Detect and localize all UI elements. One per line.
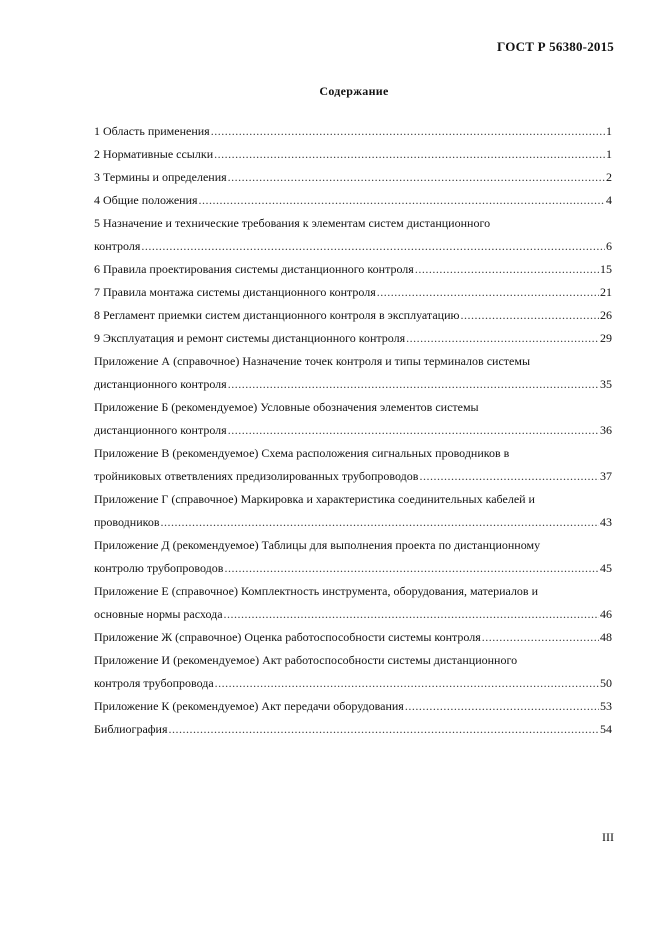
toc-entry-page: 54: [600, 722, 612, 736]
toc-entry-page: 1: [606, 147, 612, 161]
toc-entry[interactable]: [94, 534, 612, 557]
toc-entry-page: 4: [606, 193, 612, 207]
toc-entry-page: 36: [600, 423, 612, 437]
toc-entry-text: Приложение В (рекомендуемое) Схема расположения сигнальных проводников в: [94, 446, 510, 460]
toc-entry[interactable]: [94, 166, 612, 189]
toc-entry[interactable]: [94, 488, 612, 511]
toc-entry-page: 46: [600, 607, 612, 621]
toc-entry-text: контролю трубопроводов: [94, 561, 224, 575]
toc-entry-page: 29: [600, 331, 612, 345]
toc-entry[interactable]: [94, 557, 612, 580]
toc-entry[interactable]: [94, 649, 612, 672]
toc-entry[interactable]: [94, 511, 612, 534]
toc-leader-dots: [228, 373, 599, 396]
toc-entry[interactable]: [94, 304, 612, 327]
toc-entry-text: 8 Регламент приемки систем дистанционного контроля в эксплуатацию: [94, 308, 460, 322]
toc-entry[interactable]: [94, 419, 612, 442]
toc-leader-dots: [214, 143, 605, 166]
toc-leader-dots: [161, 511, 600, 534]
toc-entry-text: контроля трубопровода: [94, 676, 214, 690]
toc-entry-text: Приложение Ж (справочное) Оценка работоспособности системы контроля: [94, 630, 481, 644]
toc-entry-page: 53: [600, 699, 612, 713]
toc-entry-page: 37: [600, 469, 612, 483]
toc-entry-text: контроля: [94, 239, 141, 253]
toc-leader-dots: [377, 281, 599, 304]
toc-leader-dots: [199, 189, 605, 212]
toc-entry-page: 48: [600, 630, 612, 644]
toc-leader-dots: [406, 327, 599, 350]
toc-entry[interactable]: [94, 695, 612, 718]
toc-entry[interactable]: [94, 120, 612, 143]
toc-entry-page: 43: [600, 515, 612, 529]
toc-entry-text: 3 Термины и определения: [94, 170, 227, 184]
standard-code: ГОСТ Р 56380-2015: [497, 39, 614, 54]
toc-title: Содержание: [319, 84, 389, 98]
toc-entry-page: 6: [606, 239, 612, 253]
toc-leader-dots: [482, 626, 599, 649]
toc-entry-text: 6 Правила проектирования системы дистанционного контроля: [94, 262, 414, 276]
toc-entry[interactable]: [94, 212, 612, 235]
toc-entry[interactable]: [94, 281, 612, 304]
toc-entry-text: Приложение Г (справочное) Маркировка и характеристика соединительных кабелей и: [94, 492, 535, 506]
toc-entry[interactable]: [94, 235, 612, 258]
toc-entry[interactable]: [94, 672, 612, 695]
toc-entry-text: Приложение К (рекомендуемое) Акт передачи оборудования: [94, 699, 404, 713]
toc-entry-text: дистанционного контроля: [94, 423, 227, 437]
toc-entry-page: 50: [600, 676, 612, 690]
toc-entry-text: тройниковых ответвлениях предизолированных трубопроводов: [94, 469, 419, 483]
toc-entry-text: 4 Общие положения: [94, 193, 198, 207]
toc-entry-text: 5 Назначение и технические требования к элементам систем дистанционного: [94, 216, 491, 230]
toc-entry-page: 2: [606, 170, 612, 184]
toc-entry-text: Приложение И (рекомендуемое) Акт работоспособности системы дистанционного: [94, 653, 518, 667]
toc-entry[interactable]: [94, 373, 612, 396]
toc-leader-dots: [228, 419, 599, 442]
toc-entry-text: 2 Нормативные ссылки: [94, 147, 214, 161]
toc-entry-page: 15: [600, 262, 612, 276]
toc-leader-dots: [141, 235, 605, 258]
toc-entry[interactable]: [94, 603, 612, 626]
toc-leader-dots: [169, 718, 600, 741]
toc-entry-text: проводников: [94, 515, 160, 529]
toc-leader-dots: [405, 695, 599, 718]
page-number: III: [602, 830, 614, 844]
toc-entry-text: 9 Эксплуатация и ремонт системы дистанционного контроля: [94, 331, 406, 345]
toc-leader-dots: [224, 603, 599, 626]
toc-leader-dots: [419, 465, 599, 488]
table-of-contents: [94, 120, 612, 741]
toc-entry[interactable]: [94, 396, 612, 419]
toc-entry-text: 1 Область применения: [94, 124, 210, 138]
toc-entry-text: дистанционного контроля: [94, 377, 227, 391]
toc-entry[interactable]: [94, 189, 612, 212]
toc-entry-text: основные нормы расхода: [94, 607, 223, 621]
toc-entry[interactable]: [94, 442, 612, 465]
toc-entry-text: Библиография: [94, 722, 168, 736]
toc-entry-page: 45: [600, 561, 612, 575]
toc-entry[interactable]: [94, 465, 612, 488]
toc-leader-dots: [228, 166, 605, 189]
toc-entry-text: Приложение Б (рекомендуемое) Условные обозначения элементов системы: [94, 400, 479, 414]
toc-entry-text: Приложение Д (рекомендуемое) Таблицы для выполнения проекта по дистанционному: [94, 538, 541, 552]
toc-entry[interactable]: [94, 718, 612, 741]
toc-entry-page: 21: [600, 285, 612, 299]
toc-leader-dots: [460, 304, 599, 327]
toc-entry-text: Приложение Е (справочное) Комплектность инструмента, оборудования, материалов и: [94, 584, 539, 598]
toc-entry-page: 26: [600, 308, 612, 322]
toc-leader-dots: [415, 258, 599, 281]
toc-entry[interactable]: [94, 258, 612, 281]
toc-leader-dots: [211, 120, 605, 143]
toc-entry-page: 35: [600, 377, 612, 391]
toc-entry[interactable]: [94, 580, 612, 603]
toc-entry-page: 1: [606, 124, 612, 138]
toc-entry[interactable]: [94, 327, 612, 350]
toc-entry[interactable]: [94, 143, 612, 166]
toc-entry-text: 7 Правила монтажа системы дистанционного контроля: [94, 285, 376, 299]
toc-entry-text: Приложение А (справочное) Назначение точек контроля и типы терминалов системы: [94, 354, 531, 368]
toc-entry[interactable]: [94, 626, 612, 649]
toc-entry[interactable]: [94, 350, 612, 373]
toc-leader-dots: [224, 557, 599, 580]
toc-leader-dots: [215, 672, 599, 695]
